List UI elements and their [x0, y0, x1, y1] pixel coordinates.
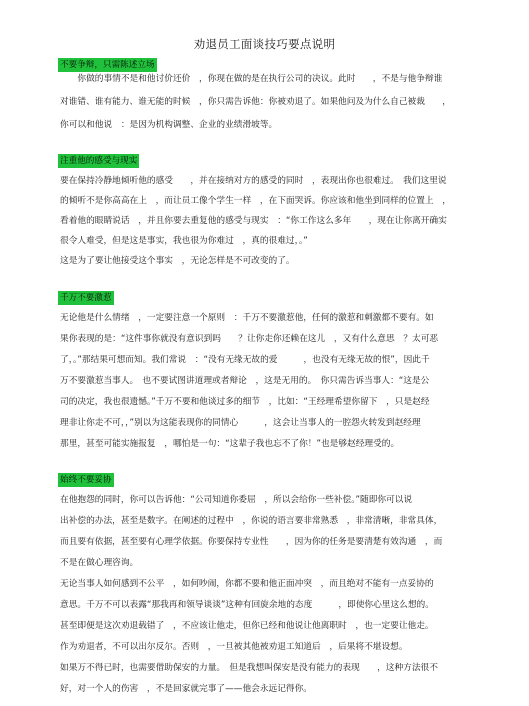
paragraph-line: 看着他的眼睛说话 ，并且你要去重复他的感受与现实 ：“你工作这么多年 ，现在让你离开确实	[60, 216, 447, 226]
section-heading-2: 注重他的感受与现实	[60, 156, 138, 166]
paragraph-line: 作为劝退者，不可以出尔反尔。否则 ，一旦被其他被劝退工知道后 ，后果将不堪设想。	[60, 642, 408, 652]
paragraph-line: 要在保持冷静地倾听他的感受 ，并在接纳对方的感受的同时 ，表现出你也很难过。 我们这里说	[60, 176, 447, 186]
paragraph-line: 对谁错、谁有能力、谁无能的时候 ，你只需告诉他：你被劝退了。如果他问及为什么自己被裁 ，	[60, 97, 451, 107]
paragraph-line: 好，对一个人的伤害 ，不是回家就完事了——他会永远记得你。	[60, 684, 312, 694]
paragraph-line: 不是在做心理咨询。	[60, 558, 139, 568]
paragraph-line: 很令人难受，但是这是事实，我也很为你难过 ，真的很难过，。”	[60, 236, 308, 246]
paragraph-line: 这是为了要让他接受这个事实 ，无论怎样是不可改变的了。	[60, 256, 295, 266]
paragraph-line: 那里，甚至可能实施报复 ，哪怕是一句：“这辈子我也忘不了你！”也是够赵经理受的。	[60, 439, 400, 449]
paragraph-line: 万不要激惹当事人。 也不要试图讲道理或者辩论 ，这是无用的。 你只需告诉当事人：“这是公	[60, 376, 430, 386]
paragraph-line: 无论他是什么情绪 ，一定要注意一个原则 ：千万不要激惹他，任何的激惹和刺激都不要有。如	[60, 313, 434, 323]
paragraph-line: 的倾听不是你高高在上 ，而让员工像个学生一样 ，在下面哭诉。你应该和他坐到同样的位置上 ，	[60, 196, 451, 206]
paragraph-line: 出补偿的办法，甚至是数字。在阐述的过程中 ，你说的语言要非常熟悉 ，非常清晰，非常具体，	[60, 516, 443, 526]
section-heading-1: 不要争辩，只需陈述立场	[60, 60, 155, 70]
paragraph-line: 果你表现的是：“这件事你就没有意识到吗 ？让你走你还赖在这儿 ，又有什么意思 ？太可恶	[60, 334, 439, 344]
paragraph-line: 意思。千万不可以表露“那我再和领导谈谈”这种有回旋余地的态度 ，即使你心里这么想的。	[60, 600, 434, 610]
document-title: 劝退员工面谈技巧要点说明	[193, 37, 336, 51]
paragraph-line: 在他抱怨的同时，你可以告诉他：“公司知道你委屈 ，所以会给你一些补偿。”随即你可以说	[60, 495, 413, 505]
paragraph-line: 甚至即便是这次劝退载错了 ，不应该让他走，但你已经和他说让他离职时 ，也一定要让他走。	[60, 621, 434, 631]
paragraph-line: 你做的事情不是和他讨价还价 ，你现在做的是在执行公司的决议。此时 ，不是与他争辩谁	[60, 74, 443, 84]
paragraph-line: 理非让你走不可，，”别以为这能表现你的同情心 ，这会让当事人的一腔怨火转发到赵经理	[60, 418, 421, 428]
paragraph-line: 司的决定，我也很遗憾。”千万不要和他谈过多的细节 ，比如：“王经理希望你留下 ，只是赵经	[60, 397, 430, 407]
paragraph-line: 你可以和他说 ：是因为机构调整、企业的业绩滑坡等。	[60, 120, 278, 130]
paragraph-line: 如果万不得已时，也需要借助保安的力量。 但是我想叫保安是没有能力的表现 ，这种方法很不	[60, 663, 438, 673]
paragraph-line: 而且要有依据，甚至要有心理学依据。你要保持专业性 ，因为你的任务是要清楚有效沟通 ，而	[60, 537, 443, 547]
section-heading-3: 千万不要激惹	[60, 293, 112, 303]
section-heading-4: 始终不要妥协	[60, 475, 112, 485]
paragraph-line: 无论当事人如何感到不公平 ，如何吵闹，你都不要和他正面冲突 ，而且绝对不能有一点妥协的	[60, 579, 434, 589]
paragraph-line: 了，。”那结果可想而知。我们常说 ：“没有无缘无故的爱 ，也没有无缘无故的恨”，因此千	[60, 355, 430, 365]
